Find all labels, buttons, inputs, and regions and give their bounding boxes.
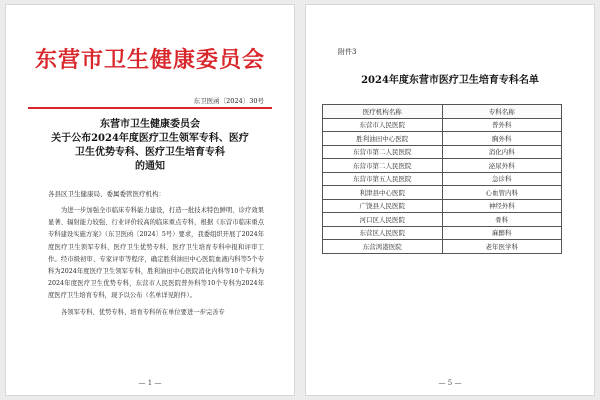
institution-cell: 胜利油田中心医院	[323, 132, 443, 146]
table-row	[323, 145, 562, 159]
specialty-cell: 老年医学科	[442, 240, 562, 254]
specialty-cell: 泌尿外科	[442, 159, 562, 173]
specialty-cell: 急诊科	[442, 172, 562, 186]
table-row	[323, 199, 562, 213]
table-header-row	[323, 105, 562, 119]
body-text	[48, 205, 264, 319]
specialty-cell: 胸外科	[442, 132, 562, 146]
institution-cell: 利津县中心医院	[323, 186, 443, 200]
table-row	[323, 159, 562, 173]
specialty-cell: 心血管内科	[442, 186, 562, 200]
table-row	[323, 186, 562, 200]
title-line: 关于公布2024年度医疗卫生领军专科、医疗	[51, 133, 249, 144]
paragraph: 各领军专科、优势专科、培育专科所在单位要进一步完善专	[61, 308, 225, 316]
title-line: 卫生优势专科、医疗卫生培育专科	[75, 147, 225, 158]
list-title: 2024年度东营市医疗卫生培育专科名单	[361, 75, 539, 86]
institution-cell: 河口区人民医院	[323, 213, 443, 227]
table-row	[323, 226, 562, 240]
column-header: 专科名称	[442, 105, 562, 119]
document-page-5	[305, 4, 595, 396]
specialty-cell: 麻醉科	[442, 226, 562, 240]
specialty-cell: 消化内科	[442, 145, 562, 159]
institution-cell: 东营区人民医院	[323, 226, 443, 240]
red-letterhead: 东营市卫生健康委员会	[34, 48, 265, 73]
specialty-cell: 神经外科	[442, 199, 562, 213]
table-row	[323, 132, 562, 146]
column-header: 医疗机构名称	[323, 105, 443, 119]
red-divider-line	[28, 107, 272, 109]
paragraph: 为进一步加强全市临床专科能力建设，打造一批技术特色鲜明、诊疗效果显著、辐射能力较强、行业评价较高的临床重点专科，根据《东营市临床重点专科建设实施方案》（东卫医函〔2024〕5号）要求，我委组织开展了2024年度医疗卫生领军专科、医疗卫生优势专科、医疗卫生培育专科申报和评审工作。经市级初审、专家评审等程序，确定胜利油田中心医院血液内科等5个专科为2024年度医疗卫生领军专科，胜利油田中心医院消化内科等10个专科为2024年度医疗卫生优势专科，东营市人民医院普外科等10个专科为2024年度医疗卫生培育专科，现予以公布（名单详见附件）。	[48, 207, 264, 300]
institution-cell: 广饶县人民医院	[323, 199, 443, 213]
salutation: 各县区卫生健康局、委属委管医疗机构：	[48, 190, 165, 198]
table-row	[323, 118, 562, 132]
institution-cell: 东营市第二人民医院	[323, 159, 443, 173]
page-number: — 1 —	[138, 379, 162, 387]
specialty-table	[322, 104, 562, 254]
table-row	[323, 213, 562, 227]
page-number: — 5 —	[438, 379, 462, 387]
table-row	[323, 240, 562, 254]
attachment-label: 附件3	[338, 48, 357, 56]
document-number: 东卫医函〔2024〕30号	[193, 97, 264, 105]
document-page-1	[5, 4, 295, 396]
institution-cell: 东营鸿港医院	[323, 240, 443, 254]
institution-cell: 东营市人民医院	[323, 118, 443, 132]
title-line: 的通知	[135, 161, 165, 172]
institution-cell: 东营市第五人民医院	[323, 172, 443, 186]
institution-cell: 东营市第二人民医院	[323, 145, 443, 159]
title-line: 东营市卫生健康委员会	[100, 119, 200, 130]
specialty-cell: 骨科	[442, 213, 562, 227]
notice-title	[6, 118, 294, 174]
table-row	[323, 172, 562, 186]
specialty-cell: 普外科	[442, 118, 562, 132]
